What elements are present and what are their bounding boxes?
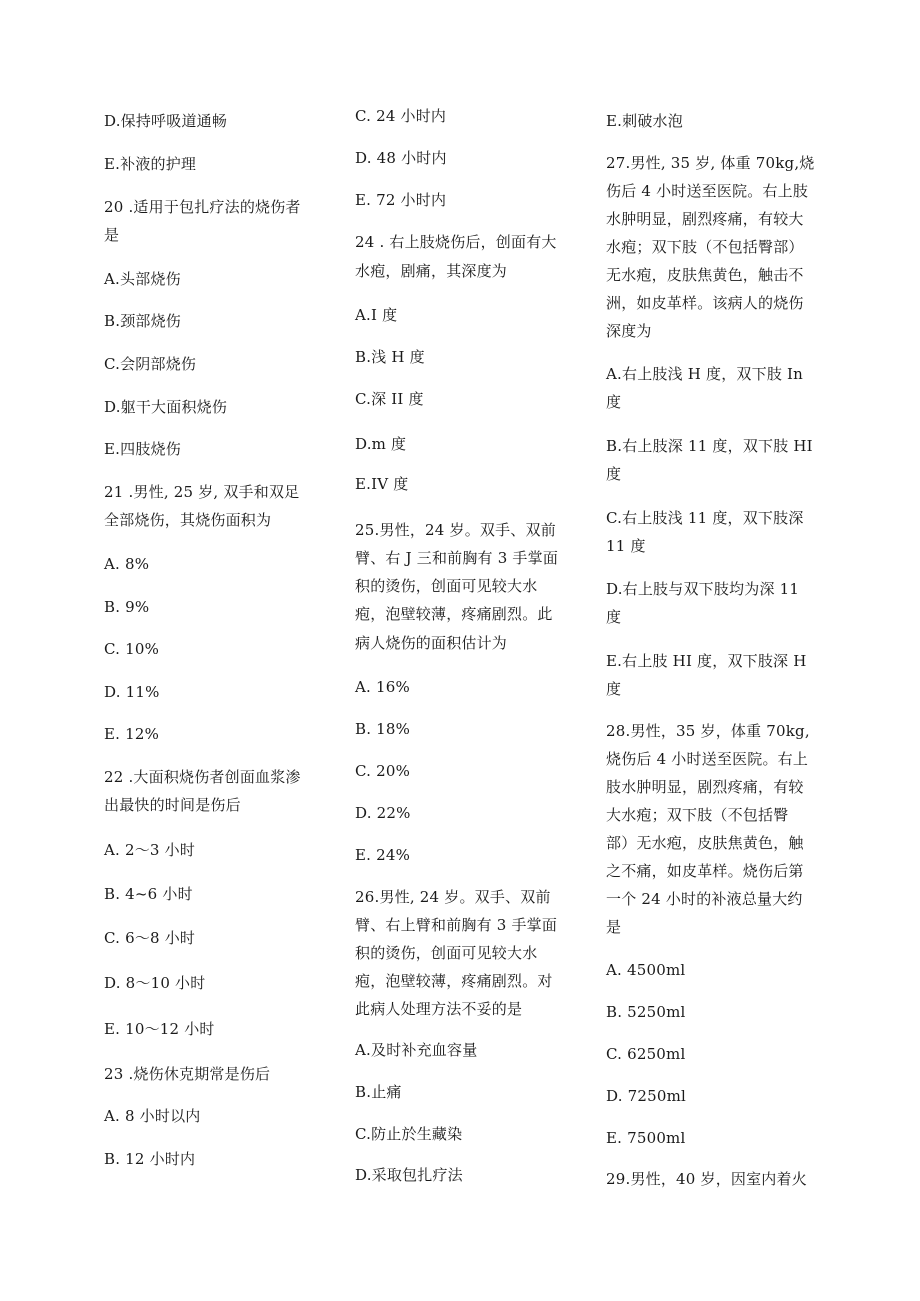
text-line: B. 5250ml (606, 1003, 686, 1021)
text-line: 洲，如皮革样。该病人的烧伤 (606, 294, 804, 312)
text-line: A.及时补充血容量 (355, 1041, 478, 1059)
text-line: 臂、右 J 三和前胸有 3 手掌面 (355, 549, 559, 567)
text-line: D. 7250ml (606, 1087, 687, 1105)
text-line: D. 11% (104, 683, 160, 701)
text-line: 一个 24 小时的补液总量大约 (606, 890, 803, 908)
text-line: C. 6250ml (606, 1045, 686, 1063)
text-line: C.防止於生藏染 (355, 1125, 463, 1143)
text-line: B. 4~6 小时 (104, 885, 193, 903)
text-line: 是 (104, 226, 120, 244)
text-line: 27.男性, 35 岁, 体重 70kg,烧 (606, 154, 815, 172)
text-line: A. 16% (355, 678, 410, 696)
text-line: 度 (606, 680, 622, 698)
text-line: 水肿明显，剧烈疼痛，有较大 (606, 210, 804, 228)
text-line: 臂、右上臂和前胸有 3 手掌面 (355, 916, 558, 934)
text-line: B.颈部烧伤 (104, 312, 181, 330)
text-line: B. 18% (355, 720, 411, 738)
text-line: 23 .烧伤休克期常是伤后 (104, 1065, 271, 1083)
text-line: 是 (606, 918, 622, 936)
text-line: 20 .适用于包扎疗法的烧伤者 (104, 198, 301, 216)
text-line: 22 .大面积烧伤者创面血浆渗 (104, 768, 301, 786)
text-line: A.右上肢浅 H 度，双下肢 In (606, 365, 803, 383)
text-line: 11 度 (606, 537, 646, 555)
text-line: 疱，泡壁较薄，疼痛剧烈。此 (355, 605, 553, 623)
text-line: C. 20% (355, 762, 411, 780)
text-line: E.右上肢 HI 度，双下肢深 H (606, 652, 807, 670)
text-line: D. 8～10 小时 (104, 974, 206, 992)
text-line: 21 .男性, 25 岁, 双手和双足 (104, 483, 300, 501)
text-line: C.会阴部烧伤 (104, 355, 197, 373)
text-line: C. 6～8 小时 (104, 929, 196, 947)
text-line: C.右上肢浅 11 度，双下肢深 (606, 509, 804, 527)
text-line: D.采取包扎疗法 (355, 1166, 463, 1184)
text-line: 烧伤后 4 小时送至医院。右上 (606, 750, 809, 768)
text-line: D.躯干大面积烧伤 (104, 398, 228, 416)
text-line: 出最快的时间是伤后 (104, 796, 241, 814)
text-line: E.IV 度 (355, 475, 409, 493)
text-line: 疱，泡壁较薄，疼痛剧烈。对 (355, 972, 553, 990)
text-line: 积的烫伤，创面可见较大水 (355, 577, 538, 595)
text-line: B. 9% (104, 598, 150, 616)
text-line: 深度为 (606, 322, 652, 340)
text-line: A.I 度 (355, 306, 398, 324)
text-line: C. 10% (104, 640, 160, 658)
text-line: 伤后 4 小时送至医院。右上肢 (606, 182, 809, 200)
text-line: 肢水肿明显，剧烈疼痛，有较 (606, 778, 804, 796)
text-line: E. 7500ml (606, 1129, 686, 1147)
text-line: B.浅 H 度 (355, 348, 425, 366)
text-line: 大水疱；双下肢（不包括臀 (606, 806, 789, 824)
text-line: B.止痛 (355, 1083, 402, 1101)
text-line: A. 4500ml (606, 961, 686, 979)
text-line: A.头部烧伤 (104, 270, 181, 288)
text-line: E. 12% (104, 725, 160, 743)
text-line: 24 . 右上肢烧伤后，创面有大 (355, 233, 557, 251)
text-line: D.m 度 (355, 435, 407, 453)
text-line: 之不痛，如皮革样。烧伤后第 (606, 862, 804, 880)
text-line: E. 10～12 小时 (104, 1020, 215, 1038)
text-line: E. 24% (355, 846, 411, 864)
text-line: 部）无水疱，皮肤焦黄色，触 (606, 834, 804, 852)
text-line: D. 22% (355, 804, 411, 822)
text-line: C.深 II 度 (355, 390, 424, 408)
text-line: 水疱；双下肢（不包括臀部） (606, 238, 804, 256)
text-line: D.保持呼吸道通畅 (104, 112, 228, 130)
text-line: B. 12 小时内 (104, 1150, 196, 1168)
text-line: D. 48 小时内 (355, 149, 447, 167)
text-line: E.四肢烧伤 (104, 440, 181, 458)
text-line: D.右上肢与双下肢均为深 11 (606, 580, 800, 598)
text-line: B.右上肢深 11 度，双下肢 HI (606, 437, 813, 455)
text-line: 积的烫伤，创面可见较大水 (355, 944, 538, 962)
text-line: 26.男性, 24 岁。双手、双前 (355, 888, 551, 906)
text-line: E.补液的护理 (104, 155, 197, 173)
text-line: E.刺破水泡 (606, 112, 683, 130)
text-line: C. 24 小时内 (355, 107, 447, 125)
text-line: 29.男性，40 岁，因室内着火 (606, 1170, 807, 1188)
text-line: 25.男性，24 岁。双手、双前 (355, 521, 556, 539)
text-line: A. 2～3 小时 (104, 841, 196, 859)
text-line: 水疱，剧痛，其深度为 (355, 262, 508, 280)
text-line: 度 (606, 465, 622, 483)
text-line: 此病人处理方法不妥的是 (355, 1000, 523, 1018)
text-line: 度 (606, 393, 622, 411)
text-line: 度 (606, 608, 622, 626)
text-line: A. 8 小时以内 (104, 1107, 201, 1125)
text-line: 病人烧伤的面积估计为 (355, 634, 508, 652)
text-line: 全部烧伤，其烧伤面积为 (104, 511, 272, 529)
text-line: E. 72 小时内 (355, 191, 447, 209)
text-line: 无水疱，皮肤焦黄色，触击不 (606, 266, 804, 284)
text-line: A. 8% (104, 555, 150, 573)
text-line: 28.男性，35 岁，体重 70kg, (606, 722, 810, 740)
